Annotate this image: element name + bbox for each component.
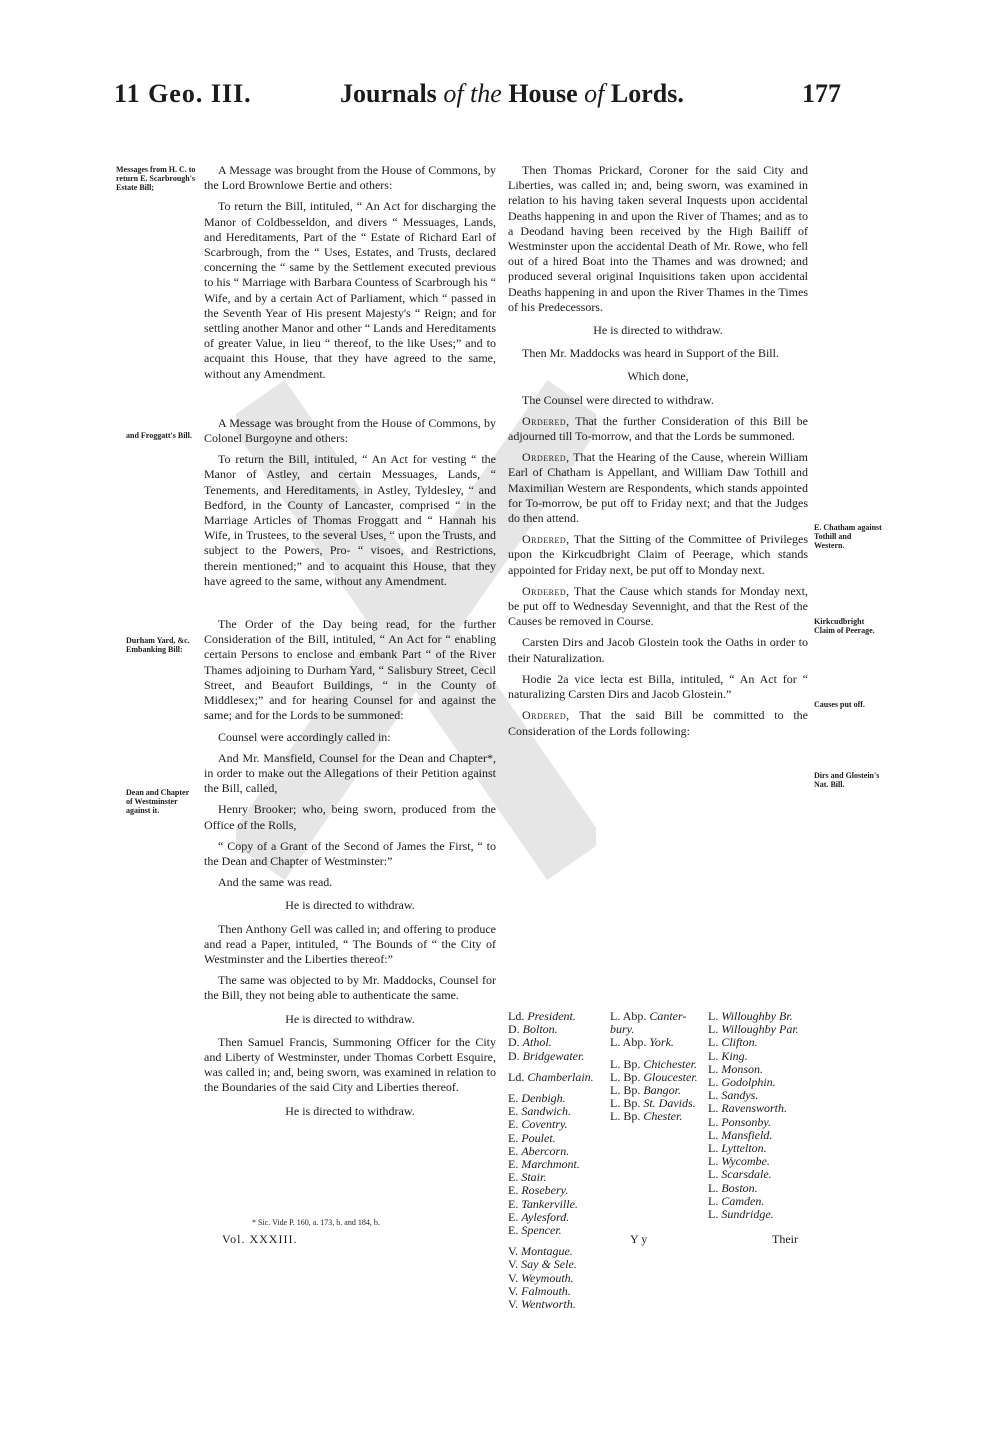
paragraph-froggatt-bill: To return the Bill, intituled, “ An Act for vesting “ the Manor of Astley, and certain Messuages, Lands, “ Tenements, and Hereditaments, in Astley, Tyldesley, “ and Bedford, in the County of Lancaster, comprised “ in the Marriage Articles of Thomas Froggatt and “ Hannah his Wife, in Trustees, to the several Uses, “ upon the Trusts, and subject to the Powers, Pro- “ visoes, and Restrictions, therein mentioned;” and to acquaint this House, that they have agreed to the same, without any Amendment. [204, 452, 496, 588]
lord-entry: L. Sandys. [708, 1088, 759, 1103]
lord-entry: L. Ravensworth. [708, 1101, 788, 1116]
paragraph-objected: The same was objected to by Mr. Maddocks, Counsel for the Bill, they not being able to authenticate the same. [204, 973, 496, 1003]
paragraph-hodie: Hodie 2a vice lecta est Billa, intituled, “ An Act for “ naturalizing Carsten Dirs and Jacob Glostein.” [508, 671, 808, 702]
paragraph-scarbrough-bill: To return the Bill, intituled, “ An Act for discharging the Manor of Coldbesseldon, and divers “ Messuages, Lands, and Hereditaments, Part of the “ Estate of Richard Earl of Scarbrough, from the “ Uses, Estates, and Trusts, declared concerning the “ same by the Settlement executed previous to his “ Marriage with Barbara Countess of Scarbrough his “ Wife, and by a certain Act of Parliament, which “ passed in the Seventh Year of His present Majesty's “ Reign; and for settling another Manor and other “ Lands and Hereditaments of greater Value, in lieu “ thereof, to the like Uses;” and to acquaint this House, that they have agreed to the same, without any Amendment. [204, 199, 496, 381]
lord-entry: E. Denbigh. [508, 1091, 566, 1106]
order-chatham [508, 450, 808, 526]
ordered-label: Ordered, [522, 450, 570, 465]
signature-mark: Y y [630, 1232, 648, 1246]
lord-entry: L. Abp. Canter- [610, 1009, 687, 1023]
lord-entry: L. Sundridge. [708, 1207, 774, 1222]
lord-entry: L. Bp. Chester. [610, 1109, 683, 1124]
volume-label: Vol. XXXIII. [222, 1232, 298, 1246]
paragraph-counsel-called: Counsel were accordingly called in: [218, 729, 391, 744]
lord-entry: L. Monson. [708, 1061, 764, 1076]
paragraph-prickard: Then Thomas Prickard, Coroner for the said City and Liberties, was called in; and, being sworn, was examined in relation to his having taken several Inquests upon accidental Deaths happening in and upon the River of Thames; and as to a Deodand having been received by the High Bailiff of Westminster upon the accidental Death of Mr. Rowe, who fell out of a hired Boat into the Thames and was drowned; and produced several original Inquisitions taken upon accidental Deaths happening in and upon the River Thames in the Times of his Predecessors. [508, 163, 808, 314]
lord-entry: L. Bp. St. Davids. [610, 1096, 696, 1111]
paragraph-counsel-withdraw: The Counsel were directed to withdraw. [522, 392, 714, 407]
lord-entry: V. Weymouth. [508, 1270, 574, 1285]
paragraph-francis: Then Samuel Francis, Summoning Officer for the City and Liberty of Westminster, under Thomas Corbett Esquire, was called in; and, being sworn, was examined in relation to the Boundaries of the said City and Liberties thereof. [204, 1034, 496, 1095]
lord-entry: E. Tankerville. [508, 1196, 578, 1211]
lord-entry: V. Montague. [508, 1244, 573, 1259]
paragraph-mansfield: And Mr. Mansfield, Counsel for the Dean and Chapter*, in order to make out the Allegations of their Petition against the Bill, called, [204, 750, 496, 796]
margin-note-kirkcudbright: Kirkcudbright Claim of Peerage. [814, 617, 875, 635]
lord-entry: L. Ponsonby. [708, 1114, 772, 1129]
lords-column-1 [508, 1010, 594, 1311]
lord-entry: L. Willoughby Br. [708, 1009, 793, 1023]
lord-entry: E. Stair. [508, 1170, 547, 1185]
order-chatham-text: That the Hearing of the Cause, wherein William Earl of Chatham is Appellant, and William Daw Tothill and Maximilian Western are Respondents, which stands appointed for To-morrow, be put off to Friday next; and that the Judges do then attend. [508, 450, 808, 526]
title-word-of: of [443, 79, 464, 108]
lord-entry: Ld. Chamberlain. [508, 1069, 594, 1084]
lord-entry: L. Wycombe. [708, 1154, 770, 1169]
order-committed-text: That the said Bill be committed to the Consideration of the Lords following: [508, 708, 808, 738]
lord-entry: E. Aylesford. [508, 1209, 570, 1224]
lord-entry: L. Boston. [708, 1180, 758, 1195]
paragraph-message-2: A Message was brought from the House of Commons, by Colonel Burgoyne and others: [204, 415, 496, 446]
paragraph-withdraw-2: He is directed to withdraw. [285, 1011, 415, 1026]
lord-entry: E. Spencer. [508, 1223, 562, 1238]
paragraph-read: And the same was read. [218, 875, 333, 890]
lord-entry: L. King. [708, 1048, 748, 1063]
lord-entry: L. Scarsdale. [708, 1167, 772, 1182]
running-head-title [340, 79, 684, 109]
paragraph-brooker: Henry Brooker; who, being sworn, produced from the Office of the Rolls, [204, 802, 496, 832]
running-head-regnal-year: 11 Geo. III. [114, 79, 252, 108]
lord-entry: E. Poulet. [508, 1130, 556, 1145]
margin-note-durham-yard: Durham Yard, &c. Embanking Bill: [126, 636, 190, 654]
lord-entry: L. Bp. Bangor. [610, 1083, 682, 1098]
lord-entry: V. Say & Sele. [508, 1257, 577, 1272]
title-word-lords: Lords. [610, 79, 684, 108]
order-committed [508, 708, 808, 738]
paragraph-withdraw-4: He is directed to withdraw. [593, 323, 723, 338]
lord-entry: D. Bridgewater. [508, 1048, 585, 1063]
title-word-journals: Journals [340, 79, 437, 108]
lord-entry: V. Wentworth. [508, 1297, 576, 1312]
lord-entry: Ld. President. [508, 1009, 576, 1023]
paragraph-which-done: Which done, [627, 369, 689, 384]
paragraph-order-of-day: The Order of the Day being read, for the further Consideration of the Bill, intituled, “ An Act for “ enabling certain Persons to enclose and embank Part “ of the River Thames adjoining to Durham Yard, “ Salisbury Street, Cecil Street, and Beaufort Buildings, “ in the County of Middlesex;” and for hearing Counsel for and against the same; and for the Lords to be summoned: [204, 617, 496, 723]
lord-entry: L. Willoughby Par. [708, 1022, 799, 1037]
lords-column-2 [610, 1010, 698, 1124]
lord-entry: L. Godolphin. [708, 1075, 776, 1090]
margin-note-naturalization: Dirs and Glostein's Nat. Bill. [814, 771, 880, 789]
lord-entry: bury. [610, 1022, 635, 1037]
lord-entry: E. Sandwich. [508, 1104, 572, 1119]
title-word-house: House [508, 79, 578, 108]
margin-note-froggatt: and Froggatt's Bill. [126, 431, 192, 440]
lord-entry: D. Athol. [508, 1035, 552, 1050]
left-column [204, 163, 496, 1127]
order-causes-text: That the Cause which stands for Monday next, be put off to Wednesday Sevennight, and that the Rest of the Causes be removed in Course. [508, 583, 808, 629]
lord-entry: L. Camden. [708, 1193, 765, 1208]
paragraph-oaths: Carsten Dirs and Jacob Glostein took the Oaths in order to their Naturalization. [508, 635, 808, 665]
title-word-the: the [470, 79, 502, 108]
paragraph-gell: Then Anthony Gell was called in; and offering to produce and read a Paper, intituled, “ The Bounds of “ the City of Westminster and the Liberties thereof:” [204, 921, 496, 966]
ordered-label: Ordered, [522, 583, 570, 598]
lord-entry: L. Mansfield. [708, 1127, 773, 1142]
catchword: Their [772, 1232, 798, 1246]
order-adjourned [508, 414, 808, 444]
title-word-of-2: of [584, 79, 605, 108]
paragraph-withdraw-3: He is directed to withdraw. [285, 1103, 415, 1118]
paragraph-copy-of-grant: “ Copy of a Grant of the Second of James the First, “ to the Dean and Chapter of Westminster:” [204, 838, 496, 868]
lord-entry: L. Bp. Gloucester. [610, 1069, 698, 1084]
ordered-label: Ordered, [522, 708, 570, 723]
margin-note-dean-chapter: Dean and Chapter of Westminster against it. [126, 788, 189, 815]
lord-entry: L. Clifton. [708, 1035, 758, 1050]
margin-note-scarbrough: Messages from H. C. to return E. Scarbrough's Estate Bill; [116, 165, 196, 192]
ordered-label: Ordered, [522, 413, 570, 428]
right-column [508, 163, 808, 745]
footnote: * Sic. Vide P. 160, a. 173, b. and 184, b. [252, 1218, 380, 1227]
ordered-label: Ordered, [522, 532, 570, 547]
lord-entry: V. Falmouth. [508, 1283, 571, 1298]
lord-entry: L. Lyttelton. [708, 1141, 767, 1156]
order-adjourned-text: That the further Consideration of this Bill be adjourned till To-morrow, and that the Lords be summoned. [508, 413, 808, 444]
margin-note-chatham: E. Chatham against Tothill and Western. [814, 523, 882, 550]
lord-entry: D. Bolton. [508, 1022, 558, 1037]
lord-entry: L. Bp. Chichester. [610, 1056, 698, 1071]
paragraph-message-1: A Message was brought from the House of Commons, by the Lord Brownlowe Bertie and others: [204, 163, 496, 193]
margin-note-causes: Causes put off. [814, 700, 865, 709]
page-number: 177 [802, 79, 841, 108]
lord-entry: E. Abercorn. [508, 1143, 570, 1158]
lord-entry: E. Coventry. [508, 1117, 568, 1132]
order-kirkcudbright-text: That the Sitting of the Committee of Privileges upon the Kirkcudbright Claim of Peerage, which stands appointed for Friday next, be put off to Monday next. [508, 532, 808, 577]
order-causes [508, 584, 808, 630]
order-kirkcudbright [508, 532, 808, 578]
lord-entry: E. Marchmont. [508, 1157, 580, 1172]
lords-column-3 [708, 1010, 799, 1221]
lord-entry: E. Rosebery. [508, 1183, 569, 1198]
lord-entry: L. Abp. York. [610, 1035, 674, 1050]
paragraph-maddocks: Then Mr. Maddocks was heard in Support of the Bill. [522, 346, 779, 361]
paragraph-withdraw-1: He is directed to withdraw. [285, 898, 415, 913]
